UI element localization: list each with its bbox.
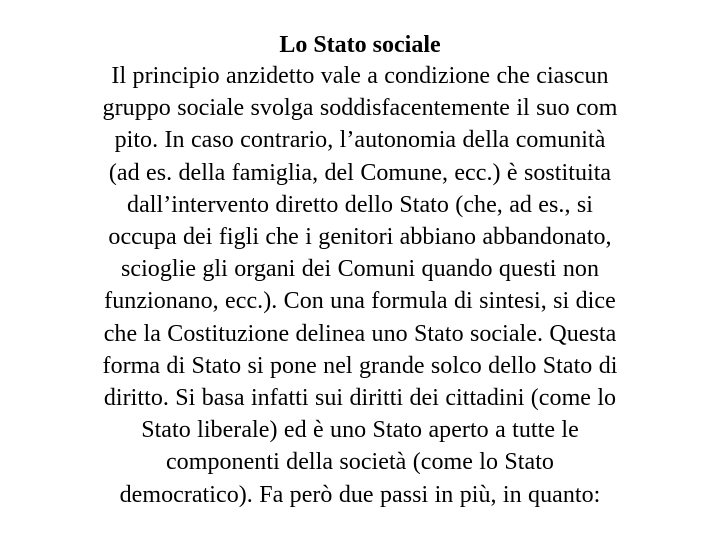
body-line: pito. In caso contrario, l’autonomia della comunità (114, 127, 606, 154)
body-line: che la Costituzione delinea uno Stato sociale. Questa (103, 320, 617, 347)
slide-body-text (44, 60, 676, 511)
body-line: (ad es. della famiglia, del Comune, ecc.) è sostituita (108, 159, 612, 186)
body-line: funzionano, ecc.). Con una formula di sintesi, si dice (104, 288, 616, 315)
body-line: Stato liberale) ed è uno Stato aperto a tutte le (141, 417, 579, 444)
body-line: forma di Stato si pone nel grande solco dello Stato di (102, 352, 618, 379)
body-line: gruppo sociale svolga soddisfacentemente il suo com (102, 95, 618, 122)
body-line: componenti della società (come lo Stato (165, 449, 554, 476)
body-line: diritto. Si basa infatti sui diritti dei cittadini (come lo (103, 385, 617, 412)
body-line: Il principio anzidetto vale a condizione che ciascun (111, 63, 609, 89)
body-line: dall’intervento diretto dello Stato (che, ad es., si (127, 191, 593, 218)
body-line: democratico). Fa però due passi in più, in quanto: (119, 481, 601, 508)
slide-title: Lo Stato sociale (279, 32, 441, 58)
body-line: scioglie gli organi dei Comuni quando questi non (120, 256, 599, 283)
body-line: occupa dei figli che i genitori abbiano abbandonato, (108, 224, 612, 251)
